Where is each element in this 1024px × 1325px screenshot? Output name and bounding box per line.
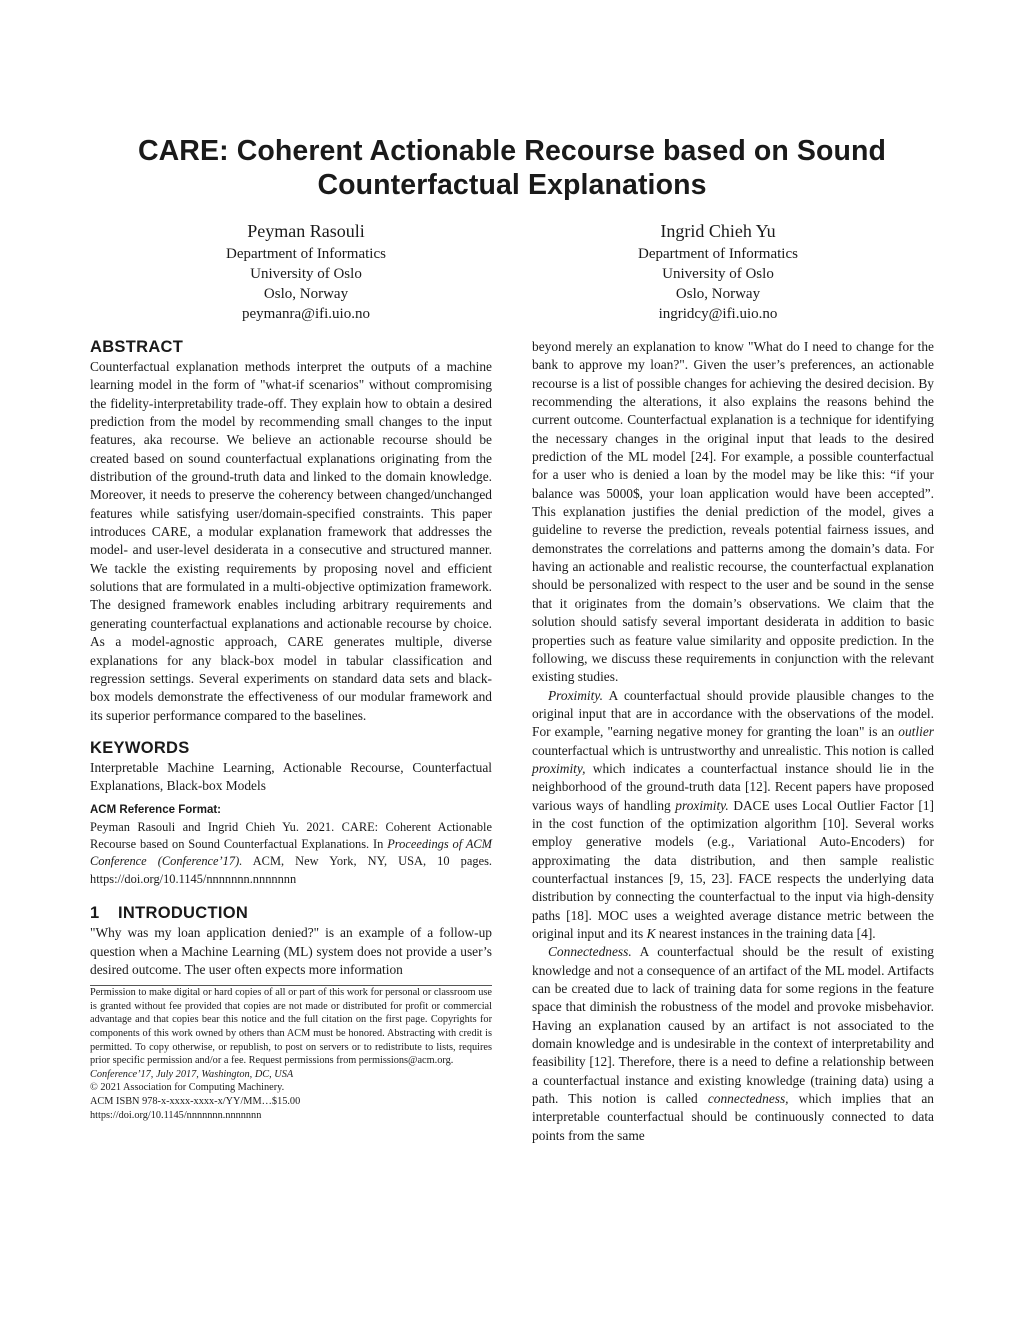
proximity-text-e: nearest instances in the training data [4]. xyxy=(655,926,876,941)
author-email[interactable]: peymanra@ifi.uio.no xyxy=(242,306,370,322)
acm-reference-text xyxy=(90,819,492,889)
right-column xyxy=(532,338,934,1145)
section-title: INTRODUCTION xyxy=(118,904,249,923)
proximity-paragraph xyxy=(532,687,934,944)
proximity-text-b: counterfactual which is untrustworthy and unrealistic. This notion is called xyxy=(532,742,934,758)
proximity-term-2: proximity, xyxy=(532,760,586,776)
conference-info: Conference’17, July 2017, Washington, DC, USA xyxy=(90,1068,294,1080)
isbn-line: ACM ISBN 978-x-xxxx-xxxx-x/YY/MM…$15.00 xyxy=(90,1095,301,1107)
author-block-1 xyxy=(156,218,456,324)
proximity-text-c: which indicates a counterfactual instance should lie in the neighborhood of the ground-truth data [12]. Recent papers have proposed various ways of handling xyxy=(532,760,934,813)
author-name: Ingrid Chieh Yu xyxy=(660,221,776,241)
section-number: 1 xyxy=(90,904,100,923)
permission-notice: Permission to make digital or hard copies of all or part of this work for personal or classroom use is granted without fee provided that copies are not made or distributed for profit or commercial advantage and that copies bear this notice and the full citation on the first page. Copyrights for components of this work owned by others than ACM must be honored. Abstracting with credit is permitted. To copy otherwise, or republish, to post on servers or to redistribute to lists, requires prior specific permission and/or a fee. Request permissions from permissions@acm.org. xyxy=(90,987,492,1067)
connectedness-term-2: connectedness, xyxy=(707,1091,789,1107)
keywords-heading: KEYWORDS xyxy=(90,738,190,757)
connectedness-text-b: which implies that an interpretable counterfactual should be continuously connected to data points from the same xyxy=(532,1091,934,1143)
acm-reference-heading: ACM Reference Format: xyxy=(90,803,221,816)
left-column xyxy=(90,336,492,1122)
keywords-text: Interpretable Machine Learning, Actionable Recourse, Counterfactual Explanations, Black-box Models xyxy=(90,759,492,794)
abstract-text: Counterfactual explanation methods interpret the outputs of a machine learning model in the form of "what-if scenarios" without compromising the fidelity-interpretability trade-off. They explain how to obtain a desired prediction from the model by recommending small changes to the input features, aka recourse. We believe an actionable recourse should be created based on sound counterfactual explanations originating from the distribution of the ground-truth data and linked to the domain knowledge. Moreover, it needs to preserve the coherency between changed/unchanged features while satisfying user/domain-specified constraints. This paper introduces CARE, a modular explanation framework that addresses the model- and user-level desiderata in a consecutive and structured manner. We tackle the existing requirements by proposing novel and efficient solutions that are formulated in a multi-objective optimization framework. The designed framework enables including arbitrary requirements and generating counterfactual explanations and actionable recourse by choice. As a model-agnostic approach, CARE generates multiple, diverse explanations for any black-box model in tabular classification and regression settings. Several experiments on standard data sets and black-box models demonstrate the effectiveness of our modular framework and its superior performance compared to the baselines. xyxy=(90,359,492,723)
title-line-2: Counterfactual Explanations xyxy=(317,169,707,201)
author-block-2 xyxy=(568,218,868,324)
paper-title xyxy=(90,134,934,202)
introduction-heading xyxy=(90,902,492,924)
author-email[interactable]: ingridcy@ifi.uio.no xyxy=(658,306,778,322)
proximity-term-3: proximity. xyxy=(675,797,729,813)
title-line-1: CARE: Coherent Actionable Recourse based on Sound xyxy=(137,135,887,167)
author-department: Department of Informatics xyxy=(638,246,798,262)
proximity-term: Proximity. xyxy=(548,687,603,703)
k-variable: K xyxy=(646,926,656,941)
author-location: Oslo, Norway xyxy=(675,286,761,302)
author-location: Oslo, Norway xyxy=(263,286,349,302)
intro-paragraph-2: beyond merely an explanation to know "What do I need to change for the bank to approve my loan?". Given the user’s preferences, an actionable recourse is a list of possible changes for achieving the desired decision. By recommending the alterations, it also explains the reasons behind the current outcome. Counterfactual explanation is a technique for identifying the necessary changes in the original input that leads to the desired prediction of the ML model [24]. For example, a possible counterfactual for a user who is denied a loan by the model may be like this: “if your balance was 5000$, your loan application would have been accepted”. This explanation justifies the denial prediction of the model, gives a guideline to reverse the prediction, reveals potential fairness issues, and demonstrates the correlations and patterns among the domain’s data. For having an actionable and realistic recourse, the counterfactual explanation should be personalized with respect to the user and be sound in the sense that it originates from the domain’s observations. We claim that the solution should satisfy several important desiderata in addition to basic properties such as feature value similarity and opposite prediction. In the following, we discuss these requirements in conjunction with the relevant existing studies. xyxy=(532,339,934,685)
author-university: University of Oslo xyxy=(250,266,362,282)
copyright-line: © 2021 Association for Computing Machinery. xyxy=(90,1082,285,1094)
doi-link[interactable]: https://doi.org/10.1145/nnnnnnn.nnnnnnn xyxy=(90,1109,262,1121)
proximity-text-a: A counterfactual should provide plausible changes to the original input that are in accordance with the observations of the model. For example, "earning negative money for granting the loan" is an xyxy=(532,687,934,740)
intro-paragraph-1: "Why was my loan application denied?" is an example of a follow-up question when a Machine Learning (ML) system does not provide a user’s desired outcome. The user often expects more information xyxy=(90,925,492,977)
acm-ref-proceedings: Proceedings of ACM Conference (Conference’17). xyxy=(90,836,492,869)
abstract-heading: ABSTRACT xyxy=(90,338,184,356)
connectedness-paragraph xyxy=(532,943,934,1145)
connectedness-text-a: A counterfactual should be the result of existing knowledge and not a consequence of an artifact of the ML model. Artifacts can be created due to lack of training data for some regions in the feature space that diminish the robustness of the model and provoke misbehavior. Having an explanation caused by an artifact is not associated to the domain knowledge and is undesirable in the context of interpretability and feasibility [12]. Therefore, there is a need to define a relationship between a counterfactual instance and existing knowledge (training data) using a path. This notion is called xyxy=(532,944,934,1107)
proximity-text-d: DACE uses Local Outlier Factor [1] in the cost function of the optimization algorithm [10]. Several works employ generative models (e.g., Variational Auto-Encoders) for approximating the data distribution, and then sample realistic counterfactual instances [9, 15, 23]. FACE respects the underlying data distribution by connecting the counterfactual to the input via high-density paths [18]. MOC uses a weighted average distance metric between the original input and its xyxy=(532,797,934,941)
author-name: Peyman Rasouli xyxy=(247,221,365,241)
author-university: University of Oslo xyxy=(662,266,774,282)
author-department: Department of Informatics xyxy=(226,246,386,262)
acm-ref-before: Peyman Rasouli and Ingrid Chieh Yu. 2021. CARE: Coherent Actionable Recourse based on Sound Counterfactual Explanations. In xyxy=(90,819,492,851)
connectedness-term: Connectedness. xyxy=(548,944,632,960)
acm-ref-after: ACM, New York, NY, USA, 10 pages. https://doi.org/10.1145/nnnnnnn.nnnnnnn xyxy=(90,854,492,886)
outlier-term: outlier xyxy=(898,724,934,740)
